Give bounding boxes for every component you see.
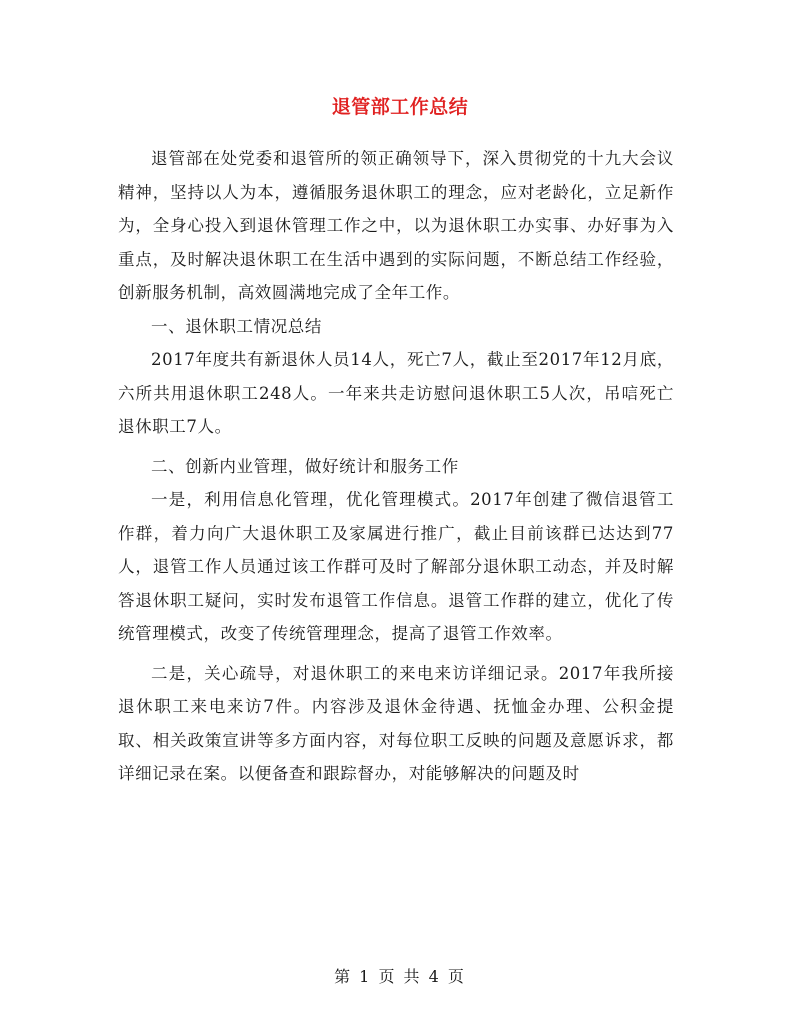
section-heading-1: 一、退休职工情况总结 — [151, 316, 322, 336]
page-number-footer: 第 1 页 共 4 页 — [334, 967, 466, 986]
intro-paragraph: 退管部在处党委和退管所的领正确领导下，深入贯彻党的十九大会议精神，坚持以人为本，遵循服务退休职工的理念，应对老龄化，立足新作为，全身心投入到退休管理工作之中，以为退休职工办实事、办好事为入重点，及时解决退休职工在生活中遇到的实际问题，不断总结工作经验，创新服务机制，高效圆满地完成了全年工作。 — [118, 149, 674, 302]
section-heading-2: 二、创新内业管理，做好统计和服务工作 — [151, 456, 459, 476]
retiree-stats-paragraph: 2017年度共有新退休人员14人，死亡7人，截止至2017年12月底，六所共用退休职工248人。一年来共走访慰问退休职工5人次，吊唁死亡退休职工7人。 — [118, 350, 674, 436]
document-body — [118, 142, 674, 791]
page-title: 退管部工作总结 — [331, 96, 469, 118]
info-management-paragraph: 一是，利用信息化管理，优化管理模式。2017年创建了微信退管工作群，着力向广大退休职工及家属进行推广，截止目前该群已达达到77人，退管工作人员通过该工作群可及时了解部分退休职工动态，并及时解答退休职工疑问，实时发布退管工作信息。退管工作群的建立，优化了传统管理模式，改变了传统管理理念，提高了退管工作效率。 — [118, 490, 674, 643]
visits-record-paragraph: 二是，关心疏导，对退休职工的来电来访详细记录。2017年我所接退休职工来电来访7件。内容涉及退休金待遇、抚恤金办理、公积金提取、相关政策宣讲等多方面内容，对每位职工反映的问题及意愿诉求，都详细记录在案。以便备查和跟踪督办，对能够解决的问题及时 — [118, 663, 674, 783]
